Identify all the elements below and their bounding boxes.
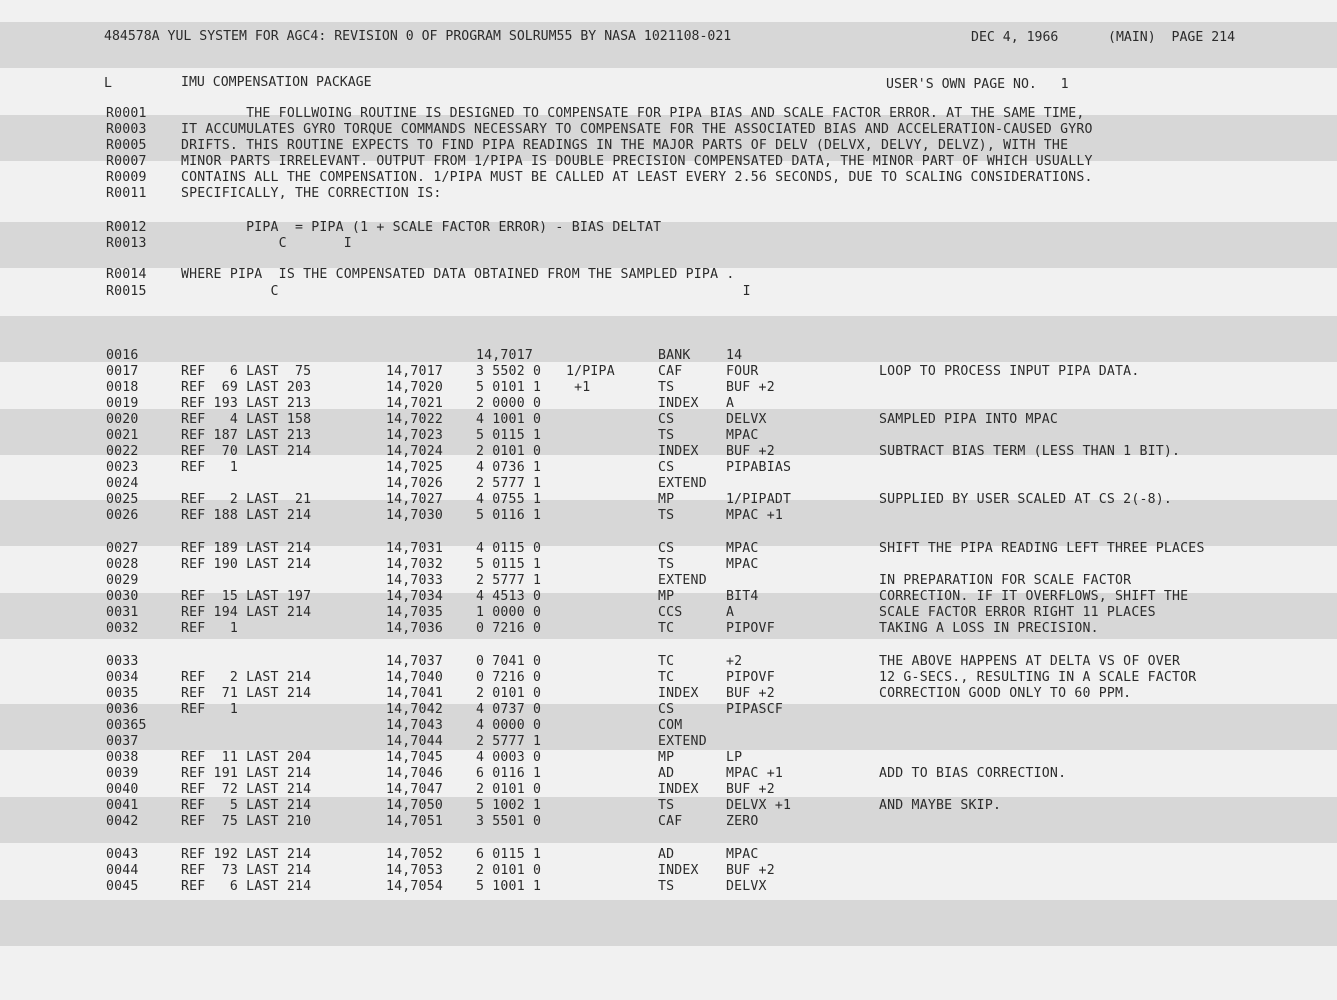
listing-bin: 5 1001 1: [476, 879, 542, 894]
listing-num: 0030: [106, 589, 139, 604]
listing-op: MP: [658, 750, 675, 765]
listing-bin: 2 0000 0: [476, 396, 542, 411]
listing-bin: 14,7017: [476, 348, 533, 363]
listing-addr: BUF +2: [726, 380, 775, 395]
listing-addr: FOUR: [726, 364, 759, 379]
listing-op: CS: [658, 702, 675, 717]
listing-ref: REF 5 LAST 214: [181, 798, 312, 813]
listing-ref: REF 190 LAST 214: [181, 557, 312, 572]
listing-label: 1/PIPA: [566, 364, 615, 379]
listing-comment: SAMPLED PIPA INTO MPAC: [879, 412, 1059, 427]
listing-num: 0038: [106, 750, 139, 765]
listing-op: MP: [658, 589, 675, 604]
listing-loc: 14,7051: [386, 814, 443, 829]
remark-text: C I: [181, 236, 352, 251]
remark-text: PIPA = PIPA (1 + SCALE FACTOR ERROR) - BIAS DELTAT: [181, 220, 662, 235]
listing-ref: REF 6 LAST 75: [181, 364, 312, 379]
listing-ref: REF 191 LAST 214: [181, 766, 312, 781]
listing-op: TC: [658, 670, 675, 685]
listing-num: 0025: [106, 492, 139, 507]
listing-ref: REF 1: [181, 460, 238, 475]
listing-addr: BUF +2: [726, 686, 775, 701]
remark-number: R0011: [106, 186, 147, 201]
listing-ref: REF 72 LAST 214: [181, 782, 312, 797]
listing-bin: 1 0000 0: [476, 605, 542, 620]
listing-ref: REF 2 LAST 214: [181, 670, 312, 685]
listing-op: EXTEND: [658, 573, 707, 588]
listing-comment: TAKING A LOSS IN PRECISION.: [879, 621, 1099, 636]
listing-num: 0039: [106, 766, 139, 781]
listing-op: INDEX: [658, 444, 699, 459]
listing-bin: 6 0116 1: [476, 766, 542, 781]
listing-loc: 14,7036: [386, 621, 443, 636]
listing-ref: REF 11 LAST 204: [181, 750, 312, 765]
listing-bin: 0 7216 0: [476, 670, 542, 685]
listing-op: INDEX: [658, 782, 699, 797]
listing-addr: A: [726, 396, 735, 411]
remark-text: DRIFTS. THIS ROUTINE EXPECTS TO FIND PIPA READINGS IN THE MAJOR PARTS OF DELV (DELVX, DELVY, DELVZ), WITH THE: [181, 138, 1069, 153]
listing-num: 0034: [106, 670, 139, 685]
paper-band: [0, 900, 1337, 946]
listing-op: CAF: [658, 364, 683, 379]
listing-addr: BUF +2: [726, 444, 775, 459]
listing-num: 0021: [106, 428, 139, 443]
listing-op: INDEX: [658, 863, 699, 878]
listing-bin: 4 0737 0: [476, 702, 542, 717]
listing-addr: DELVX +1: [726, 798, 792, 813]
listing-loc: 14,7017: [386, 364, 443, 379]
listing-num: 0042: [106, 814, 139, 829]
listing-bin: 4 0755 1: [476, 492, 542, 507]
listing-comment: ADD TO BIAS CORRECTION.: [879, 766, 1067, 781]
remark-number: R0003: [106, 122, 147, 137]
listing-comment: 12 G-SECS., RESULTING IN A SCALE FACTOR: [879, 670, 1197, 685]
listing-num: 0026: [106, 508, 139, 523]
listing-num: 0027: [106, 541, 139, 556]
user-page-number: USER'S OWN PAGE NO. 1: [886, 77, 1069, 92]
listing-addr: LP: [726, 750, 743, 765]
listing-bin: 5 1002 1: [476, 798, 542, 813]
listing-num: 0020: [106, 412, 139, 427]
page-header-title: 484578A YUL SYSTEM FOR AGC4: REVISION 0 OF PROGRAM SOLRUM55 BY NASA 1021108-021: [104, 29, 732, 44]
listing-bin: 6 0115 1: [476, 847, 542, 862]
listing-bin: 5 0101 1: [476, 380, 542, 395]
remark-text: IT ACCUMULATES GYRO TORQUE COMMANDS NECESSARY TO COMPENSATE FOR THE ASSOCIATED BIAS AND ACCELERATION-CAUSED GYRO: [181, 122, 1093, 137]
listing-num: 0035: [106, 686, 139, 701]
listing-op: TS: [658, 798, 675, 813]
listing-num: 0023: [106, 460, 139, 475]
listing-addr: MPAC: [726, 847, 759, 862]
listing-addr: 1/PIPADT: [726, 492, 792, 507]
listing-op: AD: [658, 847, 675, 862]
listing-op: EXTEND: [658, 476, 707, 491]
listing-op: COM: [658, 718, 683, 733]
listing-num: 0022: [106, 444, 139, 459]
listing-addr: +2: [726, 654, 743, 669]
listing-ref: REF 70 LAST 214: [181, 444, 312, 459]
listing-ref: REF 4 LAST 158: [181, 412, 312, 427]
listing-bin: 2 5777 1: [476, 476, 542, 491]
listing-ref: REF 71 LAST 214: [181, 686, 312, 701]
remark-number: R0001: [106, 106, 147, 121]
listing-addr: PIPOVF: [726, 621, 775, 636]
listing-num: 0031: [106, 605, 139, 620]
listing-addr: A: [726, 605, 735, 620]
listing-bin: 0 7041 0: [476, 654, 542, 669]
listing-num: 0044: [106, 863, 139, 878]
listing-loc: 14,7052: [386, 847, 443, 862]
listing-bin: 2 5777 1: [476, 573, 542, 588]
listing-ref: REF 1: [181, 621, 238, 636]
remark-number: R0013: [106, 236, 147, 251]
listing-bin: 5 0115 1: [476, 557, 542, 572]
listing-loc: 14,7035: [386, 605, 443, 620]
listing-num: 0017: [106, 364, 139, 379]
listing-ref: REF 2 LAST 21: [181, 492, 312, 507]
remark-text: CONTAINS ALL THE COMPENSATION. 1/PIPA MUST BE CALLED AT LEAST EVERY 2.56 SECONDS, DUE TO SCALING CONSIDERATIONS.: [181, 170, 1093, 185]
listing-num: 00365: [106, 718, 147, 733]
listing-op: INDEX: [658, 686, 699, 701]
remark-text: MINOR PARTS IRRELEVANT. OUTPUT FROM 1/PIPA IS DOUBLE PRECISION COMPENSATED DATA, THE MINOR PART OF WHICH USUALLY: [181, 154, 1093, 169]
remark-number: R0005: [106, 138, 147, 153]
listing-comment: SUBTRACT BIAS TERM (LESS THAN 1 BIT).: [879, 444, 1181, 459]
listing-op: MP: [658, 492, 675, 507]
listing-bin: 4 0000 0: [476, 718, 542, 733]
listing-loc: 14,7053: [386, 863, 443, 878]
listing-bin: 4 4513 0: [476, 589, 542, 604]
listing-op: CS: [658, 541, 675, 556]
listing-loc: 14,7043: [386, 718, 443, 733]
listing-bin: 4 1001 0: [476, 412, 542, 427]
listing-ref: REF 188 LAST 214: [181, 508, 312, 523]
page-header-date: DEC 4, 1966: [971, 30, 1059, 45]
listing-comment: CORRECTION GOOD ONLY TO 60 PPM.: [879, 686, 1132, 701]
listing-num: 0032: [106, 621, 139, 636]
listing-op: EXTEND: [658, 734, 707, 749]
listing-loc: 14,7031: [386, 541, 443, 556]
listing-op: CS: [658, 412, 675, 427]
listing-num: 0018: [106, 380, 139, 395]
listing-comment: THE ABOVE HAPPENS AT DELTA VS OF OVER: [879, 654, 1181, 669]
listing-comment: CORRECTION. IF IT OVERFLOWS, SHIFT THE: [879, 589, 1189, 604]
listing-num: 0045: [106, 879, 139, 894]
remark-number: R0007: [106, 154, 147, 169]
listing-ref: REF 194 LAST 214: [181, 605, 312, 620]
listing-op: TS: [658, 879, 675, 894]
listing-bin: 5 0116 1: [476, 508, 542, 523]
listing-num: 0033: [106, 654, 139, 669]
listing-num: 0024: [106, 476, 139, 491]
listing-op: TC: [658, 621, 675, 636]
listing-bin: 3 5501 0: [476, 814, 542, 829]
listing-op: TS: [658, 557, 675, 572]
remark-number: R0015: [106, 284, 147, 299]
listing-bin: 5 0115 1: [476, 428, 542, 443]
listing-loc: 14,7021: [386, 396, 443, 411]
listing-num: 0029: [106, 573, 139, 588]
listing-ref: REF 192 LAST 214: [181, 847, 312, 862]
listing-comment: SHIFT THE PIPA READING LEFT THREE PLACES: [879, 541, 1205, 556]
listing-num: 0037: [106, 734, 139, 749]
listing-num: 0028: [106, 557, 139, 572]
listing-ref: REF 73 LAST 214: [181, 863, 312, 878]
listing-loc: 14,7050: [386, 798, 443, 813]
listing-loc: 14,7044: [386, 734, 443, 749]
listing-loc: 14,7054: [386, 879, 443, 894]
listing-addr: ZERO: [726, 814, 759, 829]
listing-loc: 14,7041: [386, 686, 443, 701]
listing-loc: 14,7027: [386, 492, 443, 507]
listing-loc: 14,7040: [386, 670, 443, 685]
remark-text: SPECIFICALLY, THE CORRECTION IS:: [181, 186, 442, 201]
listing-comment: SCALE FACTOR ERROR RIGHT 11 PLACES: [879, 605, 1156, 620]
listing-ref: REF 189 LAST 214: [181, 541, 312, 556]
listing-ref: REF 193 LAST 213: [181, 396, 312, 411]
remark-number: R0009: [106, 170, 147, 185]
listing-addr: BUF +2: [726, 782, 775, 797]
listing-op: TC: [658, 654, 675, 669]
listing-addr: MPAC: [726, 557, 759, 572]
remark-text: C I: [181, 284, 751, 299]
listing-bin: 4 0115 0: [476, 541, 542, 556]
remark-number: R0014: [106, 267, 147, 282]
listing-loc: 14,7045: [386, 750, 443, 765]
listing-bin: 2 0101 0: [476, 782, 542, 797]
section-letter: L: [104, 76, 112, 91]
listing-comment: SUPPLIED BY USER SCALED AT CS 2(-8).: [879, 492, 1173, 507]
listing-addr: MPAC: [726, 541, 759, 556]
page-header-page: (MAIN) PAGE 214: [1108, 30, 1236, 45]
listing-loc: 14,7030: [386, 508, 443, 523]
listing-op: AD: [658, 766, 675, 781]
listing-num: 0040: [106, 782, 139, 797]
listing-bin: 0 7216 0: [476, 621, 542, 636]
listing-loc: 14,7023: [386, 428, 443, 443]
listing-addr: MPAC +1: [726, 766, 783, 781]
listing-bin: 2 5777 1: [476, 734, 542, 749]
listing-bin: 2 0101 0: [476, 863, 542, 878]
listing-addr: MPAC +1: [726, 508, 783, 523]
listing-loc: 14,7046: [386, 766, 443, 781]
listing-ref: REF 69 LAST 203: [181, 380, 312, 395]
listing-ref: REF 1: [181, 702, 238, 717]
listing-op: INDEX: [658, 396, 699, 411]
listing-comment: IN PREPARATION FOR SCALE FACTOR: [879, 573, 1132, 588]
listing-num: 0036: [106, 702, 139, 717]
listing-loc: 14,7032: [386, 557, 443, 572]
listing-op: BANK: [658, 348, 691, 363]
listing-op: CCS: [658, 605, 683, 620]
listing-loc: 14,7026: [386, 476, 443, 491]
listing-addr: BIT4: [726, 589, 759, 604]
listing-bin: 3 5502 0: [476, 364, 542, 379]
listing-bin: 2 0101 0: [476, 686, 542, 701]
listing-loc: 14,7037: [386, 654, 443, 669]
remark-text: WHERE PIPA IS THE COMPENSATED DATA OBTAINED FROM THE SAMPLED PIPA .: [181, 267, 735, 282]
listing-loc: 14,7025: [386, 460, 443, 475]
listing-op: TS: [658, 508, 675, 523]
listing-loc: 14,7047: [386, 782, 443, 797]
listing-loc: 14,7022: [386, 412, 443, 427]
remark-text: THE FOLLWOING ROUTINE IS DESIGNED TO COMPENSATE FOR PIPA BIAS AND SCALE FACTOR ERROR. AT THE SAME TIME,: [181, 106, 1085, 121]
listing-loc: 14,7020: [386, 380, 443, 395]
listing-addr: DELVX: [726, 412, 767, 427]
listing-num: 0016: [106, 348, 139, 363]
listing-label: +1: [566, 380, 591, 395]
listing-addr: PIPOVF: [726, 670, 775, 685]
listing-addr: DELVX: [726, 879, 767, 894]
listing-comment: AND MAYBE SKIP.: [879, 798, 1002, 813]
listing-bin: 4 0736 1: [476, 460, 542, 475]
listing-op: TS: [658, 380, 675, 395]
listing-addr: PIPASCF: [726, 702, 783, 717]
listing-loc: 14,7024: [386, 444, 443, 459]
listing-addr: BUF +2: [726, 863, 775, 878]
listing-addr: PIPABIAS: [726, 460, 792, 475]
listing-op: CS: [658, 460, 675, 475]
listing-comment: LOOP TO PROCESS INPUT PIPA DATA.: [879, 364, 1140, 379]
listing-ref: REF 15 LAST 197: [181, 589, 312, 604]
listing-ref: REF 6 LAST 214: [181, 879, 312, 894]
listing-num: 0043: [106, 847, 139, 862]
section-title: IMU COMPENSATION PACKAGE: [181, 75, 372, 90]
listing-num: 0041: [106, 798, 139, 813]
listing-op: TS: [658, 428, 675, 443]
listing-num: 0019: [106, 396, 139, 411]
listing-addr: 14: [726, 348, 743, 363]
listing-bin: 2 0101 0: [476, 444, 542, 459]
listing-loc: 14,7033: [386, 573, 443, 588]
listing-ref: REF 75 LAST 210: [181, 814, 312, 829]
listing-loc: 14,7034: [386, 589, 443, 604]
remark-number: R0012: [106, 220, 147, 235]
listing-op: CAF: [658, 814, 683, 829]
listing-addr: MPAC: [726, 428, 759, 443]
listing-bin: 4 0003 0: [476, 750, 542, 765]
listing-loc: 14,7042: [386, 702, 443, 717]
listing-ref: REF 187 LAST 213: [181, 428, 312, 443]
